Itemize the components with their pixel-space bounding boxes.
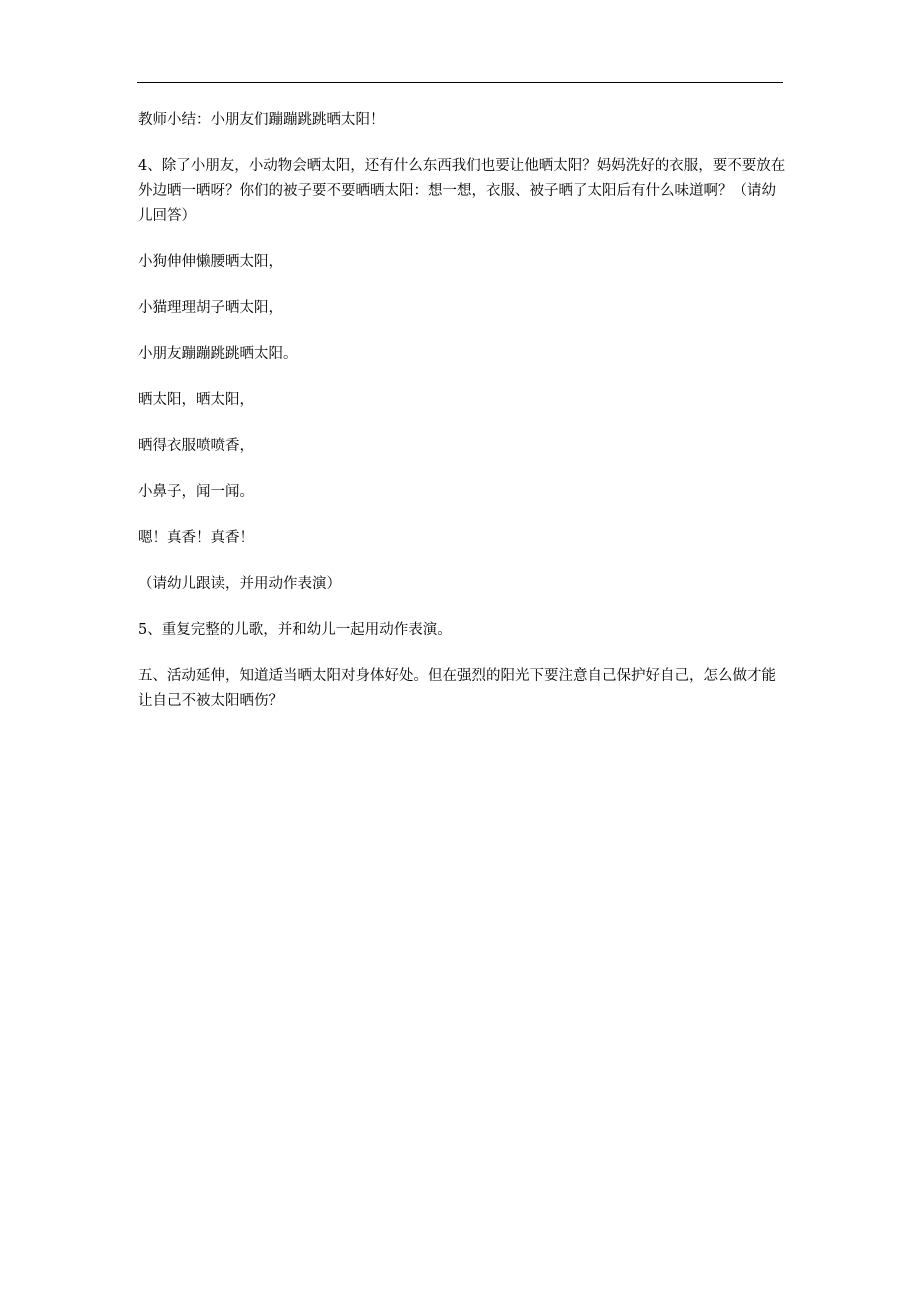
instruction-note: （请幼儿跟读，并用动作表演） [138, 576, 341, 592]
rhyme-line-1: 小狗伸伸懒腰晒太阳， [138, 254, 283, 270]
step-5-paragraph: 5、重复完整的儿歌，并和幼儿一起用动作表演。 [138, 622, 452, 638]
step-4-paragraph: 4、除了小朋友，小动物会晒太阳，还有什么东西我们也要让他晒太阳？妈妈洗好的衣服，要不要放在外边晒一晒呀？你们的被子要不要晒晒太阳：想一想，衣服、被子晒了太阳后有什么味道啊？（请幼儿回答） [138, 158, 786, 224]
document-body [138, 108, 788, 735]
teacher-summary: 教师小结：小朋友们蹦蹦跳跳晒太阳！ [138, 112, 385, 128]
rhyme-line-3: 小朋友蹦蹦跳跳晒太阳。 [138, 346, 298, 362]
rhyme-line-6: 小鼻子，闻一闻。 [138, 484, 254, 500]
rhyme-line-4: 晒太阳，晒太阳， [138, 392, 254, 408]
rhyme-line-2: 小猫理理胡子晒太阳， [138, 300, 283, 316]
rhyme-line-5: 晒得衣服喷喷香， [138, 438, 254, 454]
rhyme-line-7: 嗯！真香！真香！ [138, 530, 254, 546]
activity-extension-paragraph: 五、活动延伸，知道适当晒太阳对身体好处。但在强烈的阳光下要注意自己保护好自己，怎么做才能让自己不被太阳晒伤？ [138, 668, 776, 709]
header-rule [137, 82, 783, 83]
